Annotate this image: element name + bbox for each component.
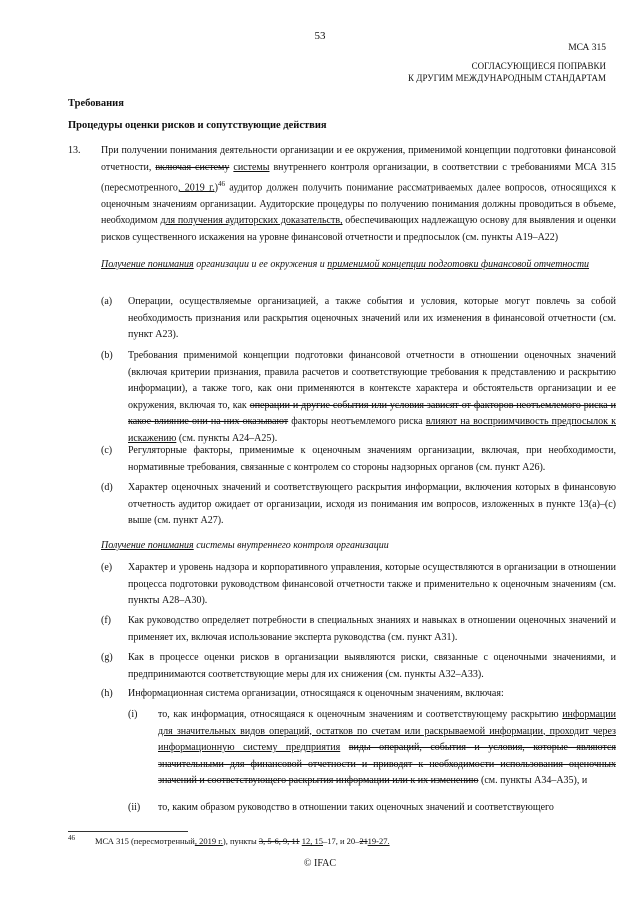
list-item-g	[101, 650, 616, 683]
deleted-text: включая систему	[155, 161, 230, 173]
header-standard: МСА 315	[568, 43, 606, 53]
item-label: (d)	[101, 482, 113, 493]
text-run: внутреннего контроля организации, в соответствии с требованиями МСА 315 (пересмотренного	[101, 161, 617, 194]
paragraph-text	[101, 143, 616, 246]
header-line-1: СОГЛАСУЮЩИЕСЯ ПОПРАВКИ	[471, 61, 606, 71]
item-label: (ii)	[128, 802, 141, 813]
subheading-entity-understanding	[101, 257, 616, 274]
footnote-text	[95, 836, 390, 846]
inserted-text: влияют на восприимчивость предпосылок к искажению	[128, 416, 616, 444]
deleted-text: виды операций, события и условия, которые являются значительными для финансовой отчетности и приводят к необходимости использования оценочных значений и соответствующего раскрытия информации или к их изменению	[158, 742, 616, 786]
text-run: При получении понимания деятельности организации и ее окружения, применимой концепции подготовки финансовой отчетности,	[101, 145, 616, 173]
item-text: Информационная система организации, относящаяся к оценочным значениям, включая:	[128, 688, 504, 699]
item-text: Характер оценочных значений и соответствующего раскрытия информации, включения которых в финансовую отчетность аудитор ожидает от организации, исходя из понимания им вопросов, изложенных в пункте 13(a)–(c) выше (см. пункт А27).	[128, 482, 616, 526]
running-header	[408, 42, 606, 84]
text-run: (см. пункты А34–А35), и	[478, 775, 588, 786]
item-label: (c)	[101, 445, 113, 456]
item-text: то, каким образом руководство в отношении таких оценочных значений и соответствующего	[158, 802, 554, 813]
text-run: обеспечивающих надлежащую основу для выявления и оценки рисков существенного искажения на уровне финансовой отчетности и предпосылок (см. пункты А19–А22)	[101, 215, 617, 243]
text-run: аудитор должен получить понимание рассматриваемых далее вопросов, относящихся к оценочным значениям организации. Аудиторские процедуры по получению понимания должны проводиться в объеме, необходимом	[101, 182, 616, 227]
list-item-f	[101, 613, 616, 646]
text-run: МСА 315 (пересмотренный	[95, 836, 195, 846]
inserted-text: системы	[233, 161, 270, 173]
footnote-number: 46	[68, 834, 75, 842]
list-item-h	[101, 686, 616, 703]
item-text: Регуляторные факторы, применимые к оценочным значениям организации, включая, при необходимости, нормативные требования, связанные с контролем со стороны надзорных органов (см. пункт А26).	[128, 445, 616, 473]
inserted-text: для получения аудиторских доказательств,	[160, 215, 343, 227]
list-item-e	[101, 560, 616, 610]
paragraph-number: 13.	[68, 145, 81, 156]
item-label: (b)	[101, 350, 113, 361]
page-number: 53	[314, 30, 326, 42]
inserted-text: Получение понимания	[101, 259, 194, 270]
item-label: (f)	[101, 615, 111, 626]
text-run: системы внутреннего контроля организации	[193, 540, 389, 551]
list-item-c	[101, 443, 616, 476]
item-text: Характер и уровень надзора и корпоративного управления, которые осуществляются в организации в отношении процесса подготовки руководством финансовой отчетности также и применительно к оценочным значениям (см. пункты А28–А30).	[128, 562, 616, 606]
footnote-reference[interactable]: 46	[217, 180, 225, 188]
item-text	[158, 707, 616, 790]
inserted-text: , 2019 г.	[177, 182, 215, 194]
item-label: (i)	[128, 709, 138, 720]
inserted-text: применимой концепции подготовки финансовой отчетности	[327, 259, 590, 270]
item-label: (h)	[101, 688, 113, 699]
list-item-d	[101, 480, 616, 530]
item-text: Как в процессе оценки рисков в организации выявляются риски, связанные с оценочными значениями, и предпринимаются соответствующие меры для их снижения (см. пункты А32–А33).	[128, 652, 616, 680]
deleted-text: операции и другие события или условия зависят от факторов неотъемлемого риска и какое влияние они на них оказывают	[128, 399, 616, 427]
text-run: ), пункты	[222, 836, 259, 846]
footnote	[68, 836, 390, 846]
inserted-text: 12, 15	[301, 836, 323, 846]
text-run: то, как информация, относящаяся к оценочным значениям и соответствующему раскрытию	[158, 709, 563, 720]
deleted-text: 3, 5-6, 9, 11	[258, 836, 300, 846]
item-label: (a)	[101, 296, 113, 307]
paragraph-13	[68, 143, 616, 246]
text-run: Требования применимой концепции подготовки финансовой отчетности в отношении оценочных значений (включая критерии признания, правила расчетов и соответствующие требования к представлению и раскрытию информации), а также того, как они применяются в контексте характера и обстоятельств организации и ее окружения, включая то, как	[128, 350, 616, 411]
sub-item-ii	[128, 800, 616, 817]
text-run: (см. пункты А24–А25).	[176, 432, 278, 444]
text-run: –17, и 20–	[323, 836, 360, 846]
item-text	[128, 348, 616, 447]
footnote-separator	[68, 831, 188, 832]
header-line-2: К ДРУГИМ МЕЖДУНАРОДНЫМ СТАНДАРТАМ	[408, 73, 606, 83]
text-run	[340, 742, 348, 753]
item-label: (g)	[101, 652, 113, 663]
subsection-heading: Процедуры оценки рисков и сопутствующие действия	[68, 120, 327, 131]
deleted-text: 21	[359, 836, 368, 846]
section-heading: Требования	[68, 98, 124, 109]
text-run: )	[214, 182, 218, 194]
subheading-internal-control	[101, 538, 616, 555]
sub-item-i	[128, 707, 616, 790]
item-label: (e)	[101, 562, 113, 573]
list-item-a	[101, 294, 616, 344]
inserted-text: , 2019 г.	[194, 836, 223, 846]
inserted-text: 19-27.	[367, 836, 390, 846]
text-run: факторы неотъемлемого риска	[288, 416, 426, 427]
item-text: Как руководство определяет потребности в специальных знаниях и навыках в отношении оценочных значений и применяет их, включая использование эксперта руководства (см. пункт А31).	[128, 615, 616, 643]
inserted-text: информации для значительных видов операций, остатков по счетам или раскрываемой информации, проходит через информационную систему предприятия	[158, 709, 616, 753]
list-item-b	[101, 348, 616, 447]
item-text: Операции, осуществляемые организацией, а также события и условия, которые могут повлечь за собой необходимость признания или раскрытия оценочных значений или их изменения в финансовой отчетности (см. пункт А23).	[128, 296, 616, 340]
page-footer: © IFAC	[303, 858, 337, 869]
inserted-text: Получение понимания	[101, 540, 194, 551]
text-run: организации и ее окружения и	[193, 259, 328, 270]
